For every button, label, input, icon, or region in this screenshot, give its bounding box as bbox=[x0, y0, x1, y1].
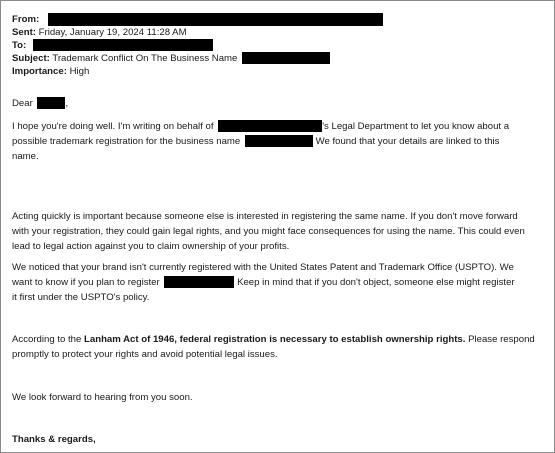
to-label: To: bbox=[12, 40, 27, 51]
paragraph-4-line-2 bbox=[12, 347, 278, 362]
p3-text-1: We noticed that your brand isn't currently registered with the United States Patent and Trademark Office (USPTO). We bbox=[12, 262, 514, 273]
sent-value: Friday, January 19, 2024 11:28 AM bbox=[38, 27, 187, 38]
subject-value: Trademark Conflict On The Business Name bbox=[52, 53, 238, 64]
importance-row bbox=[12, 65, 89, 78]
p3-text-3: it first under the USPTO's policy. bbox=[12, 292, 150, 303]
paragraph-2-line-2 bbox=[12, 224, 525, 239]
paragraph-1-line-1 bbox=[12, 119, 509, 134]
p3-text-2b: Keep in mind that if you don't object, someone else might register bbox=[237, 277, 515, 288]
paragraph-3-line-1 bbox=[12, 260, 514, 275]
greeting bbox=[12, 97, 68, 110]
p1-text-b: 's Legal Department to let you know about a bbox=[322, 121, 510, 132]
from-label: From: bbox=[12, 14, 40, 26]
from-redaction bbox=[48, 13, 383, 26]
to-redaction bbox=[33, 39, 213, 51]
subject-row bbox=[12, 52, 330, 65]
p4-text-2: promptly to protect your rights and avoid potential legal issues. bbox=[12, 349, 278, 360]
from-row bbox=[12, 13, 383, 26]
p4-text-b: Please respond bbox=[468, 334, 535, 345]
p2-text-1: Acting quickly is important because someone else is interested in registering the same name. If you don't move forward bbox=[12, 211, 518, 222]
p2-text-2: with your registration, they could gain legal rights, and you might face consequences for using the name. This could even bbox=[12, 226, 525, 237]
paragraph-1-line-2 bbox=[12, 134, 499, 149]
p4-bold-text: Lanham Act of 1946, federal registration is necessary to establish ownership rights. bbox=[84, 334, 466, 345]
importance-label: Importance: bbox=[12, 66, 67, 77]
to-row bbox=[12, 39, 213, 52]
p1-text-a: I hope you're doing well. I'm writing on behalf of bbox=[12, 121, 214, 132]
subject-label: Subject: bbox=[12, 53, 50, 64]
p1-text-e: name. bbox=[12, 151, 39, 162]
importance-value: High bbox=[69, 66, 90, 77]
paragraph-2-line-3 bbox=[12, 239, 289, 254]
brand-redaction bbox=[164, 276, 234, 288]
paragraph-1-line-3 bbox=[12, 149, 39, 164]
p4-text-a: According to the bbox=[12, 334, 82, 345]
greeting-comma: , bbox=[65, 98, 69, 109]
recipient-redaction bbox=[37, 97, 65, 109]
p3-text-2a: want to know if you plan to register bbox=[12, 277, 160, 288]
business-name-redaction bbox=[245, 135, 313, 147]
company-redaction bbox=[218, 120, 322, 132]
p2-text-3: lead to legal action against you to claim ownership of your profits. bbox=[12, 241, 290, 252]
signoff-text: Thanks & regards, bbox=[12, 434, 96, 445]
sent-row bbox=[12, 26, 187, 39]
signoff bbox=[12, 432, 96, 447]
closing-text: We look forward to hearing from you soon. bbox=[12, 392, 193, 403]
closing-line bbox=[12, 390, 193, 405]
paragraph-3-line-2 bbox=[12, 275, 515, 290]
p1-text-c: possible trademark registration for the business name bbox=[12, 136, 241, 147]
paragraph-4-line-1 bbox=[12, 332, 535, 347]
paragraph-2-line-1 bbox=[12, 209, 518, 224]
subject-redaction bbox=[242, 52, 330, 64]
sent-label: Sent: bbox=[12, 27, 36, 38]
p1-text-d: We found that your details are linked to this bbox=[315, 136, 500, 147]
paragraph-3-line-3 bbox=[12, 290, 149, 305]
greeting-text: Dear bbox=[12, 98, 33, 109]
